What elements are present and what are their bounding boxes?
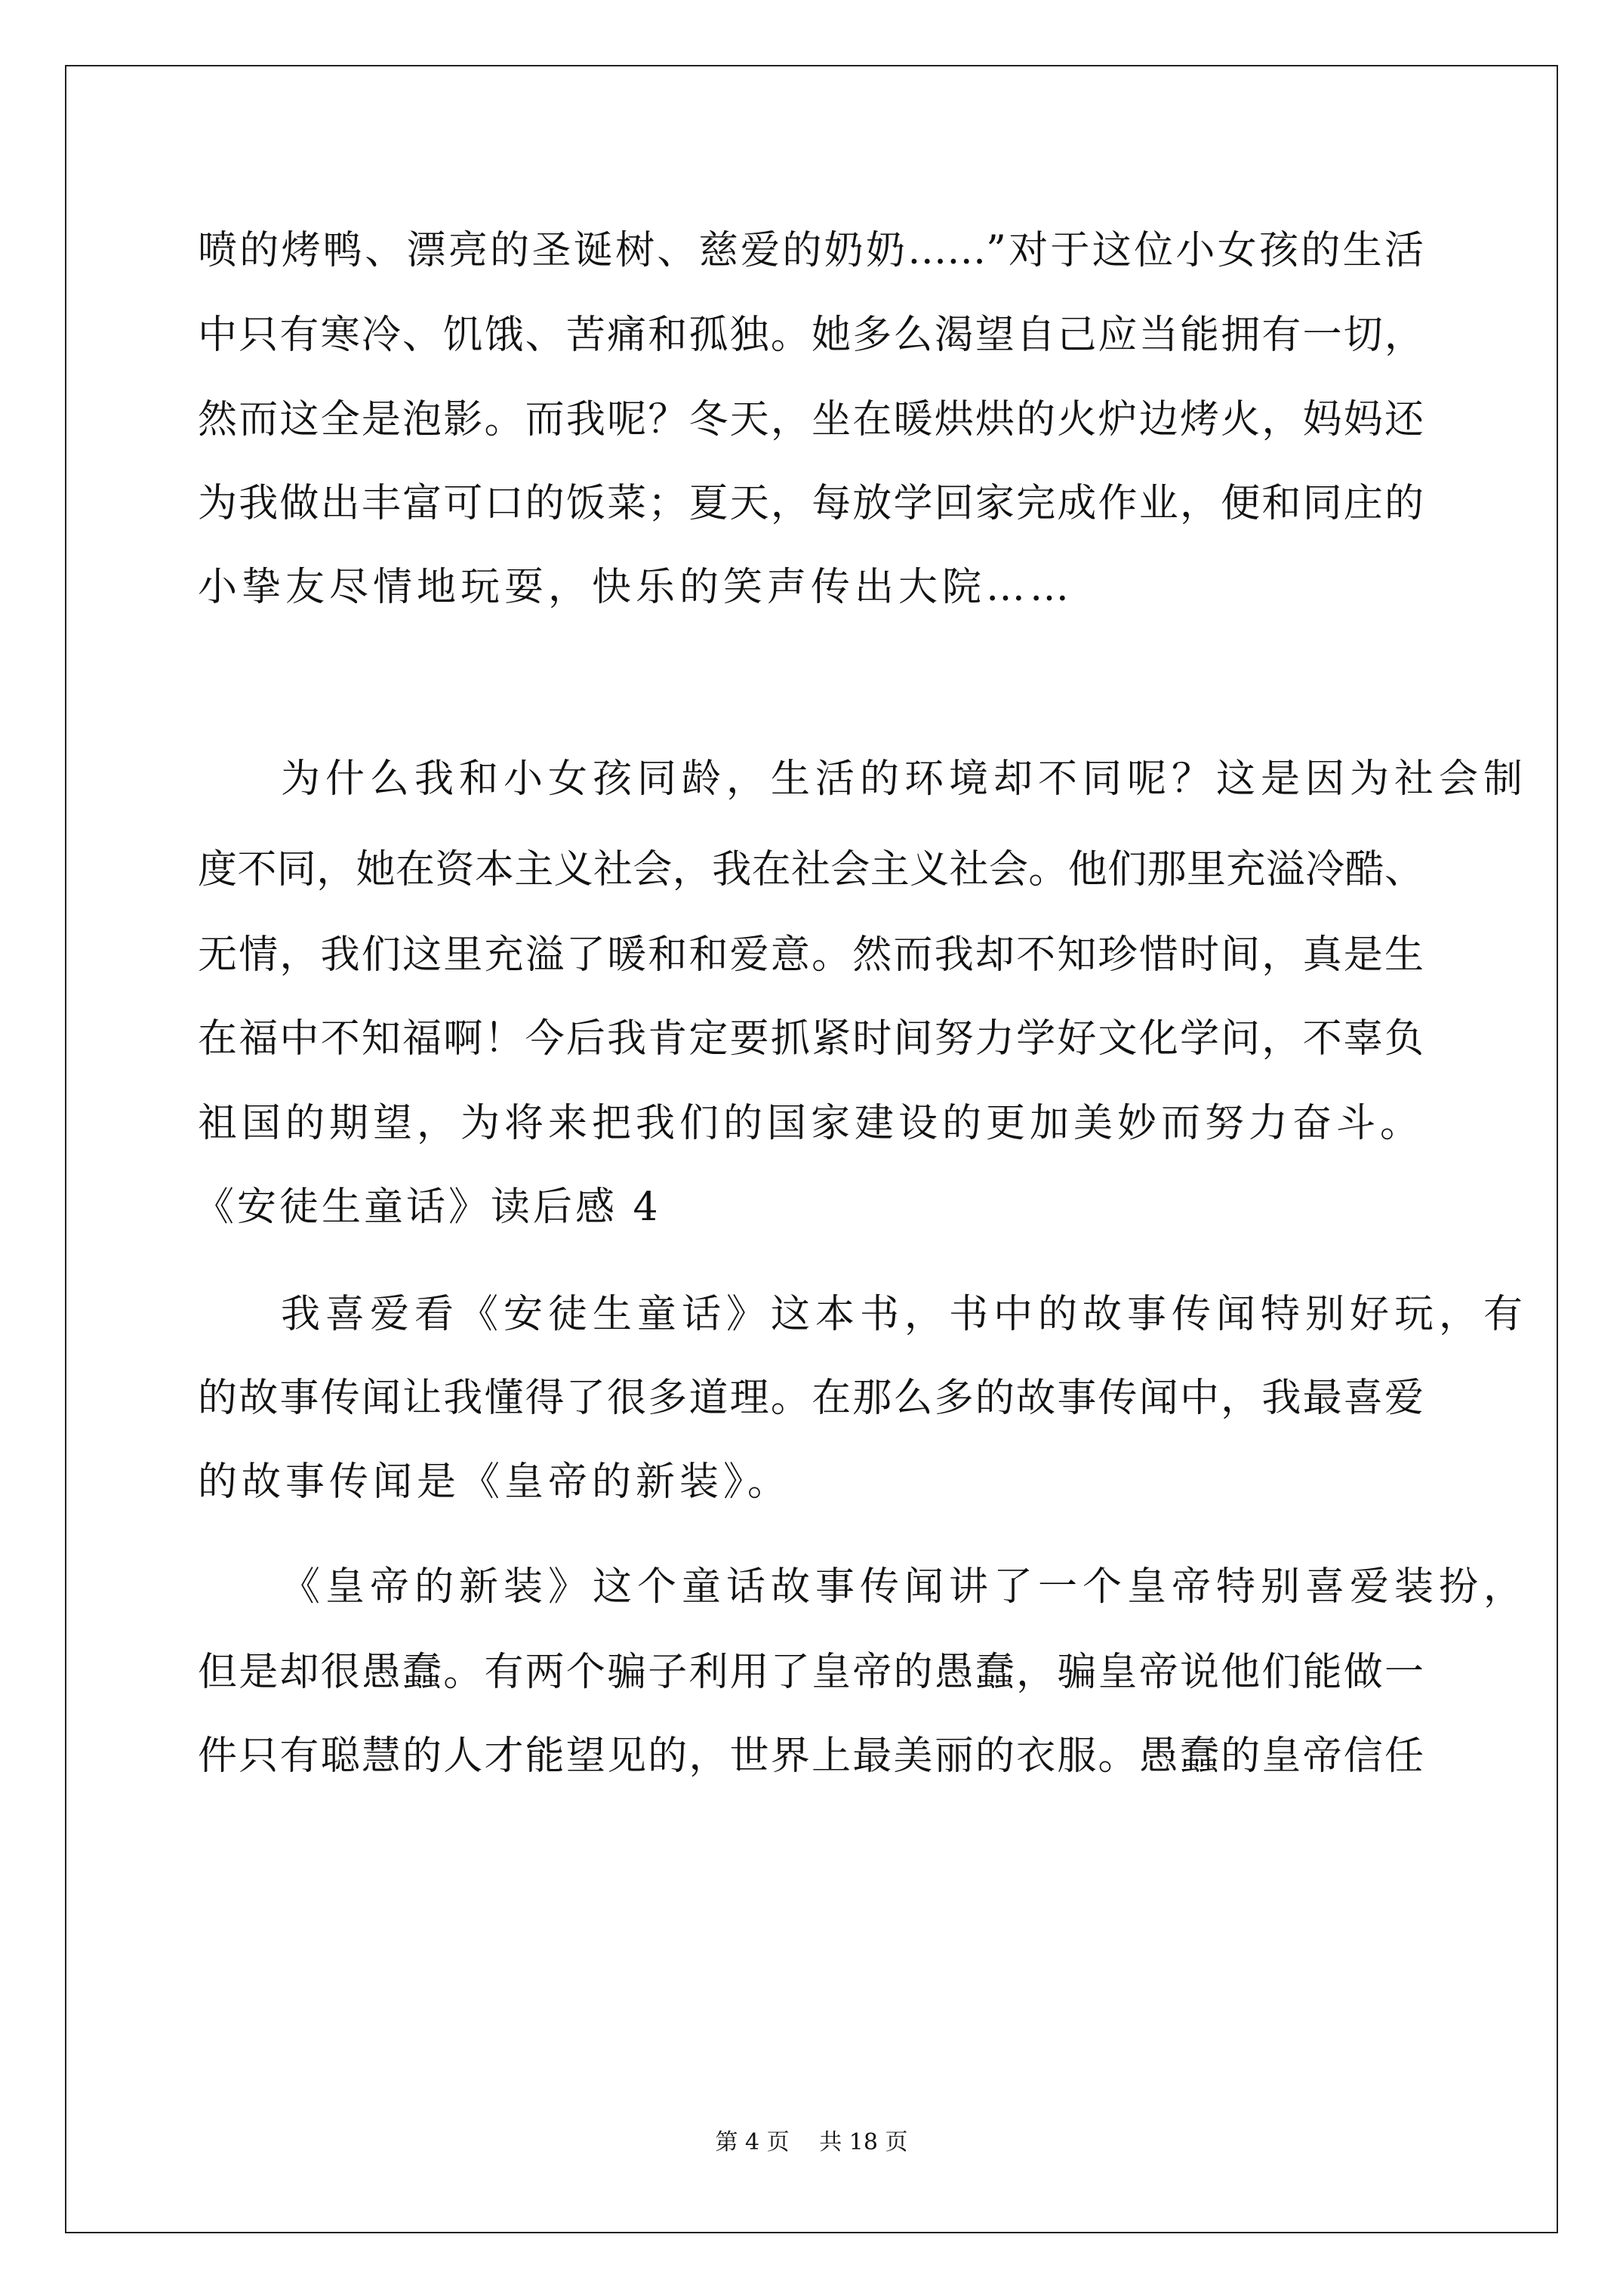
- text-line: 的故事传闻让我懂得了很多道理。在那么多的故事传闻中，我最喜爱: [198, 1376, 1424, 1421]
- text-line: 件只有聪慧的人才能望见的，世界上最美丽的衣服。愚蠢的皇帝信任: [198, 1734, 1424, 1779]
- text-line: 但是却很愚蠢。有两个骗子利用了皇帝的愚蠢，骗皇帝说他们能做一: [198, 1650, 1424, 1695]
- page-number-footer: 第 4 页 共 18 页: [715, 2129, 908, 2156]
- page-border: [65, 65, 1558, 2233]
- text-line: 然而这全是泡影。而我呢？冬天，坐在暖烘烘的火炉边烤火，妈妈还: [198, 397, 1424, 442]
- text-line: 在福中不知福啊！今后我肯定要抓紧时间努力学好文化学问，不辜负: [198, 1016, 1424, 1062]
- text-line: 祖国的期望，为将来把我们的国家建设的更加美妙而努力奋斗。: [198, 1101, 1424, 1146]
- text-line: 度不同，她在资本主义社会，我在社会主义社会。他们那里充溢冷酷、: [198, 847, 1424, 892]
- text-line: 为我做出丰富可口的饭菜；夏天，每放学回家完成作业，便和同庄的: [198, 481, 1424, 526]
- section-heading: 《安徒生童话》读后感 4: [195, 1185, 661, 1230]
- text-line: 的故事传闻是《皇帝的新装》。: [198, 1459, 792, 1505]
- text-line: 喷的烤鸭、漂亮的圣诞树、慈爱的奶奶……”对于这位小女孩的生活: [198, 228, 1424, 273]
- paragraph-first-line: 我喜爱看《安徒生童话》这本书，书中的故事传闻特别好玩，有: [281, 1292, 1529, 1337]
- text-line: 中只有寒冷、饥饿、苦痛和孤独。她多么渴望自己应当能拥有一切，: [198, 313, 1424, 358]
- paragraph-first-line: 《皇帝的新装》这个童话故事传闻讲了一个皇帝特别喜爱装扮，: [281, 1564, 1529, 1610]
- paragraph-first-line: 为什么我和小女孩同龄，生活的环境却不同呢？这是因为社会制: [281, 757, 1529, 802]
- text-line: 无情，我们这里充溢了暖和和爱意。然而我却不知珍惜时间，真是生: [198, 932, 1424, 978]
- text-line: 小挚友尽情地玩耍，快乐的笑声传出大院……: [198, 565, 1074, 610]
